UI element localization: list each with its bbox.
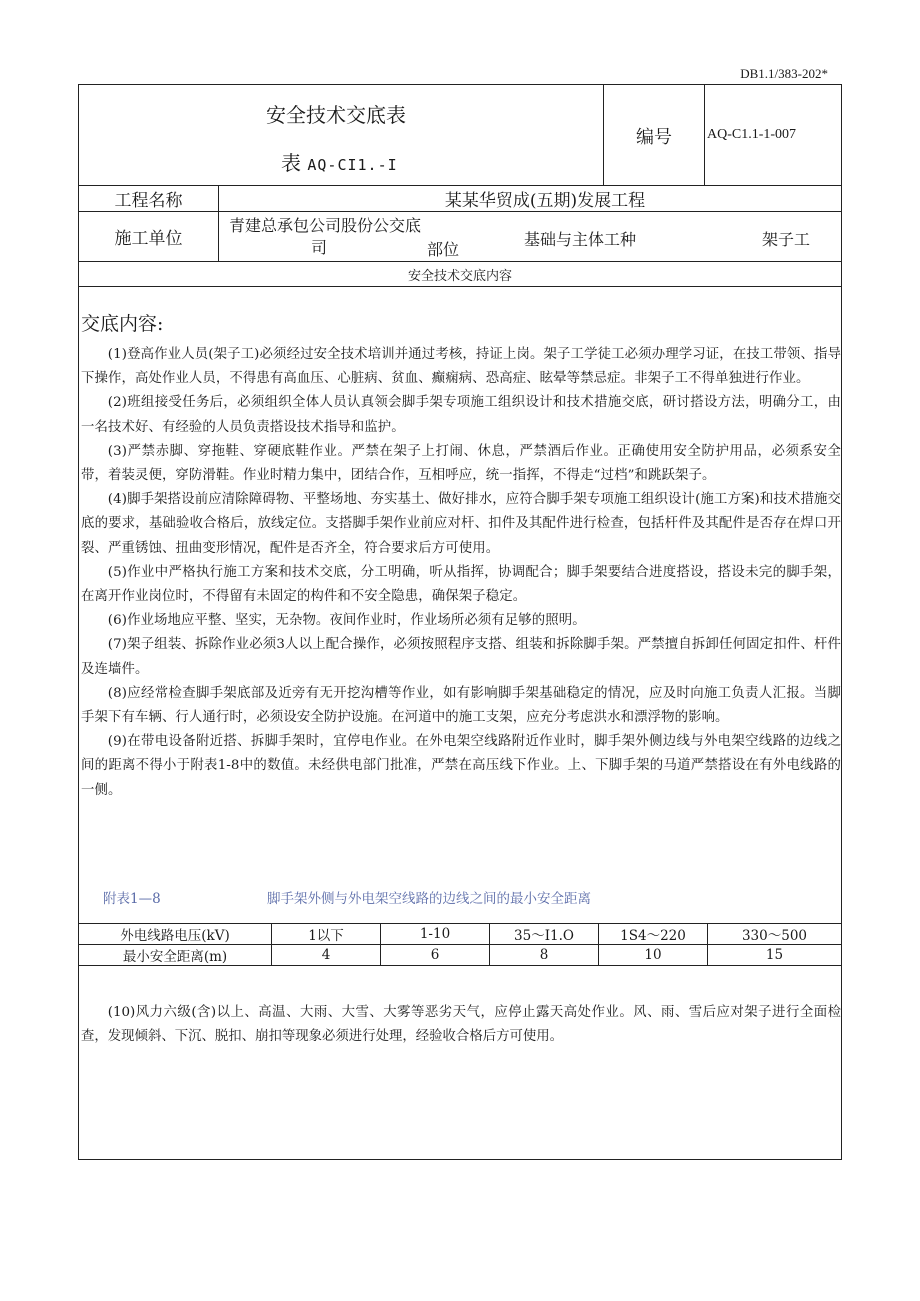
number-label-cell — [604, 85, 705, 185]
form-subtitle — [281, 147, 398, 176]
number-label: 编号 — [636, 127, 672, 148]
trade-value: 架子工 — [762, 230, 811, 249]
table-cell: 4 — [272, 945, 381, 966]
table-cell: 最小安全距离(m) — [79, 945, 272, 966]
paragraph-10 — [81, 1001, 841, 1049]
form-header — [79, 85, 841, 186]
paragraph: (1)登高作业人员(架子工)必须经过安全技术培训并通过考核，持证上岗。架子工学徒工必须办理学习证，在技工带领、指导下操作，高处作业人员，不得患有高血压、心脏病、贫血、癫痫病、恐高症、眩晕等禁忌症。非架子工不得单独进行作业。 — [81, 347, 841, 387]
paragraph: (5)作业中严格执行施工方案和技术交底，分工明确，听从指挥，协调配合；脚手架要结合进度搭设，搭设未完的脚手架，在离开作业岗位时，不得留有未固定的构件和不安全隐患，确保架子稳定。 — [81, 564, 841, 605]
distance-table — [79, 923, 841, 966]
subtitle-prefix: 表 — [281, 151, 301, 175]
table-cell: 10 — [599, 945, 708, 966]
table-cell: 1-10 — [381, 924, 490, 945]
content-heading: 交底内容: — [81, 313, 164, 335]
number-value: AQ-C1.1-1-007 — [707, 127, 797, 142]
table-cell: 1以下 — [272, 924, 381, 945]
project-row — [79, 185, 841, 212]
unit-label: 施工单位 — [79, 212, 219, 261]
project-name: 某某华贸成(五期)发展工程 — [444, 190, 646, 211]
paragraph: (10)风力六级(含)以上、高温、大雨、大雪、大雾等恶劣天气，应停止露天高处作业。风、雨、雪后应对架子进行全面检查，发现倾斜、下沉、脱扣、崩扣等现象必须进行处理，经验收合格后方可使用。 — [81, 1005, 841, 1045]
form-frame — [78, 84, 842, 1160]
paragraph: (6)作业场地应平整、坚实，无杂物。夜间作业时，作业场所必须有足够的照明。 — [107, 613, 586, 629]
table-row — [79, 924, 841, 945]
part-value: 基础与主体工种 — [524, 230, 637, 249]
part-label: 部位 — [427, 240, 460, 259]
table-cell: 15 — [708, 945, 842, 966]
paragraph: (2)班组接受任务后，必须组织全体人员认真领会脚手架专项施工组织设计和技术措施交底，研讨搭设方法，明确分工，由一名技术好、有经验的人员负责搭设技术指导和监护。 — [81, 395, 841, 435]
table-cell: 1S4～220 — [599, 924, 708, 945]
annex-label: 附表1—8 — [103, 891, 161, 907]
paragraph-list — [81, 343, 841, 803]
table-cell: 外电线路电压(kV) — [79, 924, 272, 945]
paragraph: (3)严禁赤脚、穿拖鞋、穿硬底鞋作业。严禁在架子上打闹、休息，严禁酒后作业。正确使用安全防护用品，必须系安全带，着装灵便，穿防滑鞋。作业时精力集中，团结合作，互相呼应，统一指挥，不得走“过档”和跳跃架子。 — [81, 443, 841, 484]
table-cell: 6 — [381, 945, 490, 966]
subtitle-code: AQ-CI1.-I — [307, 156, 398, 174]
paragraph: (7)架子组装、拆除作业必须3人以上配合操作，必须按照程序支搭、组装和拆除脚手架。严禁擅自拆卸任何固定扣件、杆件及连墙件。 — [81, 637, 841, 677]
paragraph: (8)应经常检查脚手架底部及近旁有无开挖沟槽等作业，如有影响脚手架基础稳定的情况，应及时向施工负责人汇报。当脚手架下有车辆、行人通行时，必须设安全防护设施。在河道中的施工支架，应充分考虑洪水和漂浮物的影响。 — [81, 685, 841, 726]
document-code: DB1.1/383-202* — [740, 66, 828, 81]
unit-name-line2: 司 — [311, 238, 328, 257]
table-row — [79, 945, 841, 966]
paragraph: (9)在带电设备附近搭、拆脚手架时，宜停电作业。在外电架空线路附近作业时，脚手架外侧边线与外电架空线路的边线之间的距离不得小于附表1-8中的数值。未经供电部门批准，严禁在高压线下作业。上、下脚手架的马道严禁搭设在有外电线路的一侧。 — [81, 734, 841, 798]
table-cell: 8 — [490, 945, 599, 966]
table-cell: 330～500 — [708, 924, 842, 945]
section-title: 安全技术交底内容 — [407, 268, 512, 284]
title-cell — [79, 85, 604, 185]
unit-row — [79, 212, 841, 262]
form-title: 安全技术交底表 — [266, 103, 406, 127]
section-title-row — [79, 262, 841, 287]
paragraph: (4)脚手架搭设前应清除障碍物、平整场地、夯实基土、做好排水，应符合脚手架专项施工组织设计(施工方案)和技术措施交底的要求，基础验收合格后，放线定位。支搭脚手架作业前应对杆、扣件及其配件进行检查，包括杆件及其配件是否存在焊口开裂、严重锈蚀、扭曲变形情况，配件是否齐全，符合要求后方可使用。 — [81, 492, 841, 556]
table-cell: 35～I1.O — [490, 924, 599, 945]
annex-title: 脚手架外侧与外电架空线路的边线之间的最小安全距离 — [267, 891, 591, 907]
unit-name-line1: 青建总承包公司股份公交底 — [229, 216, 422, 235]
project-label: 工程名称 — [79, 185, 219, 211]
